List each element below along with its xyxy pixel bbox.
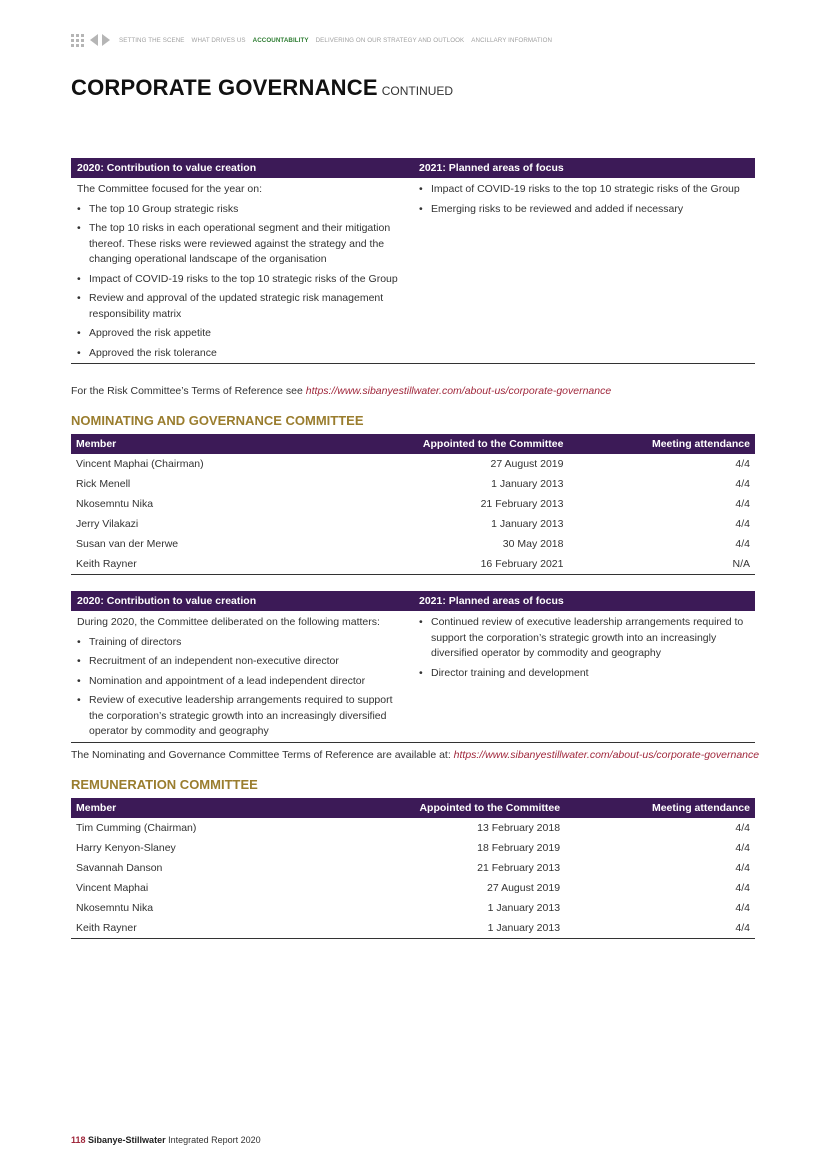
column-header-member: Member xyxy=(71,798,300,818)
nav-link-what-drives-us[interactable]: WHAT DRIVES US xyxy=(191,36,246,44)
list-item: • Impact of COVID-19 risks to the top 10 strategic risks of the Group xyxy=(419,182,749,198)
nav-link-accountability[interactable]: ACCOUNTABILITY xyxy=(252,36,309,44)
risk-focus-right-column xyxy=(413,178,755,363)
remuneration-members-table xyxy=(71,798,755,939)
column-header-member: Member xyxy=(71,434,309,454)
table-row xyxy=(71,454,755,474)
nominating-terms-link[interactable]: https://www.sibanyestillwater.com/about-us/corporate-governance xyxy=(453,749,760,761)
member-name: Rick Menell xyxy=(76,478,131,490)
table-row xyxy=(71,858,755,878)
table-row xyxy=(71,898,755,918)
member-name: Jerry Vilakazi xyxy=(76,518,139,530)
nominating-focus-intro: During 2020, the Committee deliberated on the following matters: xyxy=(77,616,380,628)
member-name: Keith Rayner xyxy=(71,918,300,939)
nominating-focus-table xyxy=(71,591,755,743)
member-name: Vincent Maphai (Chairman) xyxy=(76,458,204,470)
risk-terms-link[interactable]: https://www.sibanyestillwater.com/about-us/corporate-governance xyxy=(305,385,612,397)
table-row xyxy=(71,818,755,838)
nominating-focus-left-list xyxy=(77,635,407,740)
risk-focus-intro: The Committee focused for the year on: xyxy=(77,183,263,195)
table-row xyxy=(71,514,755,534)
list-item: • Review and approval of the updated strategic risk management responsibility matrix xyxy=(77,291,407,322)
nominating-focus-right-column xyxy=(413,611,755,742)
member-name: Nkosemntu Nika xyxy=(76,498,154,510)
list-item: • Approved the risk appetite xyxy=(77,326,407,342)
top-navigation xyxy=(71,33,559,47)
risk-focus-right-list xyxy=(419,182,749,217)
nav-link-ancillary[interactable]: ANCILLARY INFORMATION xyxy=(471,36,553,44)
list-item: • Training of directors xyxy=(77,635,407,651)
appointed-date: 1 January 2013 xyxy=(491,478,564,490)
nominating-terms-note xyxy=(71,749,759,761)
nominating-focus-left-header: 2020: Contribution to value creation xyxy=(77,595,257,607)
list-item: • Approved the risk tolerance xyxy=(77,346,407,362)
attendance: 4/4 xyxy=(565,918,755,939)
risk-terms-text: For the Risk Committee’s Terms of Reference see xyxy=(71,385,306,397)
nominating-focus-header xyxy=(71,591,755,611)
column-header-appointed: Appointed to the Committee xyxy=(309,434,569,454)
nav-link-delivering[interactable]: DELIVERING ON OUR STRATEGY AND OUTLOOK xyxy=(315,36,465,44)
attendance: N/A xyxy=(568,554,755,575)
table-row xyxy=(71,554,755,575)
report-name: Integrated Report 2020 xyxy=(168,1135,261,1145)
nominating-focus-right-list xyxy=(419,615,749,681)
member-name: Vincent Maphai xyxy=(76,882,149,894)
member-name: Harry Kenyon-Slaney xyxy=(76,842,176,854)
member-name: Susan van der Merwe xyxy=(76,538,179,550)
appointed-date: 13 February 2018 xyxy=(477,822,561,834)
attendance: 4/4 xyxy=(735,458,750,470)
appointed-date: 21 February 2013 xyxy=(480,498,564,510)
attendance: 4/4 xyxy=(735,498,750,510)
attendance: 4/4 xyxy=(735,902,750,914)
appointed-date: 27 August 2019 xyxy=(487,882,561,894)
appointed-date: 1 January 2013 xyxy=(491,518,564,530)
member-name: Tim Cumming (Chairman) xyxy=(76,822,197,834)
nominating-focus-left-column xyxy=(71,611,413,742)
attendance: 4/4 xyxy=(735,538,750,550)
list-item: • Continued review of executive leadership arrangements required to support the corporation’s strategic growth into an increasingly diversified operator by commodity and geography xyxy=(419,615,749,662)
member-name: Keith Rayner xyxy=(71,554,309,575)
risk-focus-left-header: 2020: Contribution to value creation xyxy=(77,162,257,174)
nav-link-setting-the-scene[interactable]: SETTING THE SCENE xyxy=(119,36,185,44)
table-row xyxy=(71,838,755,858)
attendance: 4/4 xyxy=(735,842,750,854)
page-title-sub: CONTINUED xyxy=(381,84,454,98)
appointed-date: 21 February 2013 xyxy=(477,862,561,874)
nominating-members-table xyxy=(71,434,755,575)
risk-terms-note xyxy=(71,385,611,397)
appointed-date: 1 January 2013 xyxy=(487,902,561,914)
table-row xyxy=(71,878,755,898)
previous-arrow-icon[interactable] xyxy=(90,34,98,46)
nav-icons xyxy=(71,34,112,47)
attendance: 4/4 xyxy=(735,518,750,530)
table-header-row xyxy=(71,434,755,454)
page-title-main: CORPORATE GOVERNANCE xyxy=(71,75,378,100)
list-item: • Emerging risks to be reviewed and added if necessary xyxy=(419,202,749,218)
risk-focus-table xyxy=(71,158,755,364)
page-footer xyxy=(71,1135,261,1145)
risk-focus-header xyxy=(71,158,755,178)
nominating-focus-right-header: 2021: Planned areas of focus xyxy=(419,595,564,607)
remuneration-committee-heading: REMUNERATION COMMITTEE xyxy=(71,777,258,792)
attendance: 4/4 xyxy=(735,862,750,874)
grid-menu-icon[interactable] xyxy=(71,34,84,47)
list-item: • Recruitment of an independent non-executive director xyxy=(77,654,407,670)
appointed-date: 1 January 2013 xyxy=(300,918,565,939)
column-header-attendance: Meeting attendance xyxy=(565,798,755,818)
column-header-attendance: Meeting attendance xyxy=(568,434,755,454)
attendance: 4/4 xyxy=(735,882,750,894)
risk-focus-left-column xyxy=(71,178,413,363)
appointed-date: 18 February 2019 xyxy=(477,842,561,854)
list-item: • Review of executive leadership arrangements required to support the corporation’s strategic growth into an increasingly diversified operator by commodity and geography xyxy=(77,693,407,740)
member-name: Nkosemntu Nika xyxy=(76,902,154,914)
next-arrow-icon[interactable] xyxy=(102,34,110,46)
nominating-terms-text: The Nominating and Governance Committee Terms of Reference are available at: xyxy=(71,749,454,761)
risk-focus-left-list xyxy=(77,202,407,362)
list-item: • The top 10 Group strategic risks xyxy=(77,202,407,218)
table-row xyxy=(71,534,755,554)
column-header-appointed: Appointed to the Committee xyxy=(300,798,565,818)
appointed-date: 30 May 2018 xyxy=(502,538,564,550)
table-row xyxy=(71,474,755,494)
list-item: • Impact of COVID-19 risks to the top 10 strategic risks of the Group xyxy=(77,272,407,288)
list-item: • Director training and development xyxy=(419,666,749,682)
company-name: Sibanye-Stillwater xyxy=(88,1135,166,1145)
appointed-date: 27 August 2019 xyxy=(490,458,564,470)
member-name: Savannah Danson xyxy=(76,862,163,874)
table-row xyxy=(71,918,755,939)
page-title xyxy=(71,75,453,101)
list-item: • Nomination and appointment of a lead independent director xyxy=(77,674,407,690)
table-header-row xyxy=(71,798,755,818)
nominating-committee-heading: NOMINATING AND GOVERNANCE COMMITTEE xyxy=(71,413,364,428)
table-row xyxy=(71,494,755,514)
page-number: 118 xyxy=(71,1135,86,1145)
risk-focus-right-header: 2021: Planned areas of focus xyxy=(419,162,564,174)
appointed-date: 16 February 2021 xyxy=(309,554,569,575)
attendance: 4/4 xyxy=(735,478,750,490)
list-item: • The top 10 risks in each operational segment and their mitigation thereof. These risks were reviewed against the strategy and the changing operational landscape of the organisation xyxy=(77,221,407,268)
attendance: 4/4 xyxy=(735,822,750,834)
